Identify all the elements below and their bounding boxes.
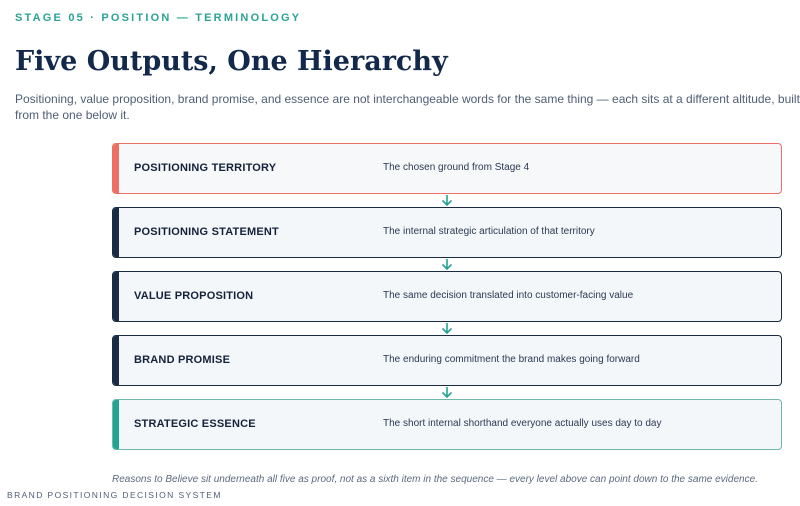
level-name: BRAND PROMISE <box>134 354 231 366</box>
level-description: The internal strategic articulation of that territory <box>383 226 595 237</box>
connector <box>112 194 782 207</box>
level-name: POSITIONING STATEMENT <box>134 226 279 238</box>
arrow-down-icon <box>441 258 453 271</box>
level-accent-bar <box>113 144 119 193</box>
arrow-down-icon <box>441 322 453 335</box>
footnote: Reasons to Believe sit underneath all five as proof, not as a sixth item in the sequence — every level above can point down to the same evidence. <box>112 474 758 485</box>
connector <box>112 386 782 399</box>
level-name: POSITIONING TERRITORY <box>134 162 277 174</box>
stage-eyebrow: STAGE 05 · POSITION — TERMINOLOGY <box>15 12 302 24</box>
level-value-proposition <box>112 271 782 322</box>
level-name: STRATEGIC ESSENCE <box>134 418 256 430</box>
connector <box>112 258 782 271</box>
level-positioning-territory <box>112 143 782 194</box>
level-description: The chosen ground from Stage 4 <box>383 162 530 173</box>
arrow-down-icon <box>441 386 453 399</box>
level-description: The same decision translated into customer-facing value <box>383 290 634 301</box>
level-description: The enduring commitment the brand makes going forward <box>383 354 640 365</box>
level-accent-bar <box>113 208 119 257</box>
level-accent-bar <box>113 400 119 449</box>
arrow-down-icon <box>441 194 453 207</box>
level-accent-bar <box>113 336 119 385</box>
hierarchy-stack <box>112 143 782 450</box>
level-accent-bar <box>113 272 119 321</box>
footer-label: BRAND POSITIONING DECISION SYSTEM <box>7 490 222 500</box>
level-brand-promise <box>112 335 782 386</box>
level-strategic-essence <box>112 399 782 450</box>
level-description: The short internal shorthand everyone actually uses day to day <box>383 418 662 429</box>
connector <box>112 322 782 335</box>
page-subtitle: Positioning, value proposition, brand promise, and essence are not interchangeable words for the same thing — each sits at a different altitude, built from the one below it. <box>15 92 800 122</box>
level-positioning-statement <box>112 207 782 258</box>
page-title: Five Outputs, One Hierarchy <box>15 46 448 77</box>
level-name: VALUE PROPOSITION <box>134 290 254 302</box>
